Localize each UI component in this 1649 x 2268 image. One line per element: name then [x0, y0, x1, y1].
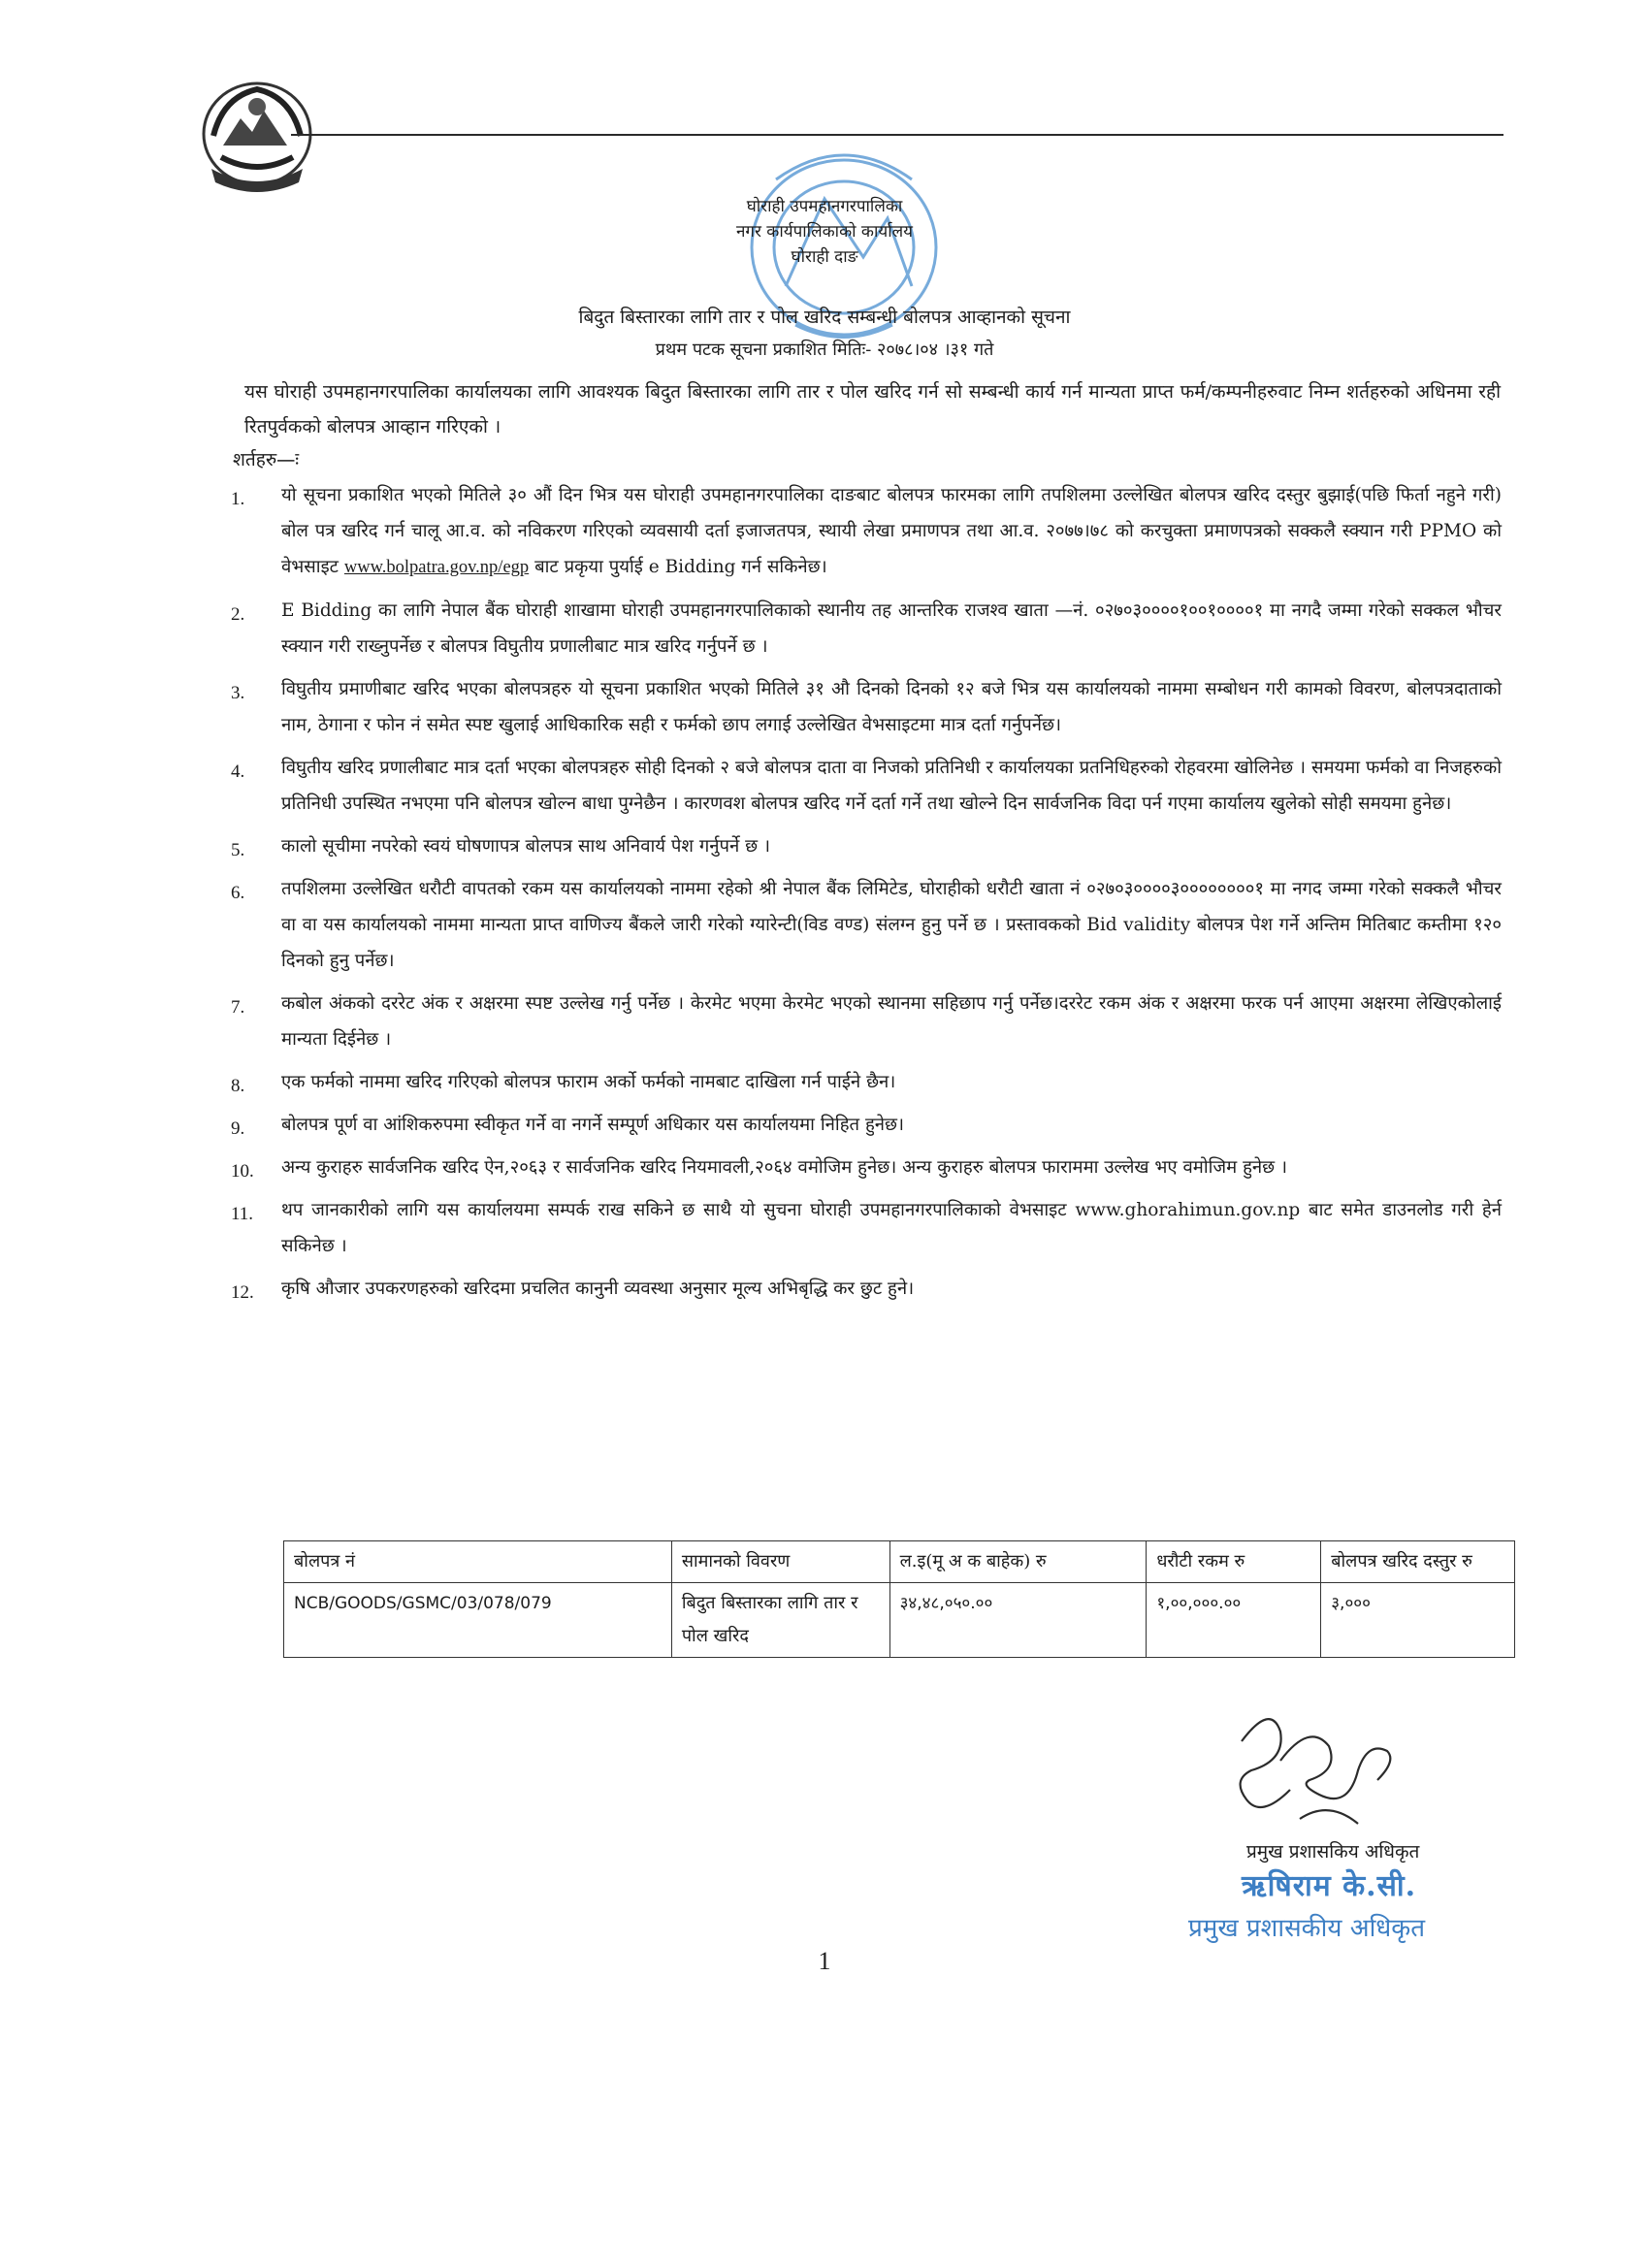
page-number: 1 — [818, 1947, 831, 1975]
table-header-row — [284, 1541, 1515, 1583]
office-location: घोराही दाङ — [791, 247, 858, 267]
column-header: धरौटी रकम रु — [1147, 1541, 1321, 1583]
condition-text: एक फर्मको नाममा खरिद गरिएको बोलपत्र फाराम अर्को फर्मको नामबाट दाखिला गर्न पाईने छैन। — [281, 1072, 896, 1092]
conditions-list — [231, 477, 1502, 1313]
condition-number: 1. — [231, 489, 245, 509]
condition-text: E Bidding का लागि नेपाल बैंक घोराही शाखामा घोराही उपमहानगरपालिकाको स्थानीय तह आन्तरिक राजश्व खाता —नं. ०२७०३००००१००१००००१ मा नगदै जम्मा गरेको सक्कल भौचर स्क्यान गरी राख्नुपर्नेछ र बोलपत्र विघुतीय प्रणालीबाट मात्र खरिद गर्नुपर्ने छ । — [281, 600, 1502, 657]
condition-text: यो सूचना प्रकाशित भएको मितिले ३० औं दिन भित्र यस घोराही उपमहानगरपालिका दाङबाट बोलपत्र फारमका लागि तपशिलमा उल्लेखित बोलपत्र खरिद दस्तुर बुझाई(पछि फिर्ता नहुने गरी) बोल पत्र खरिद गर्न चालू आ.व. को नविकरण गरिएको व्यवसायी दर्ता इजाजतपत्र, स्थायी लेखा प्रमाणपत्र तथा आ.व. २०७७।७८ को करचुक्ता प्रमाणपत्रको सक्कलै स्क्यान गरी PPMO को वेभसाइट — [281, 485, 1502, 577]
condition-text-tail: बाट प्रकृया पुर्याई e Bidding गर्न सकिनेछ। — [534, 557, 827, 577]
column-header: बोलपत्र नं — [284, 1541, 672, 1583]
office-subname: नगर कार्यपालिकाको कार्यालय — [735, 222, 914, 242]
item-description-cell: बिदुत बिस्तारका लागि तार र पोल खरिद — [671, 1583, 889, 1658]
condition-item — [231, 1192, 1502, 1264]
condition-item — [231, 1271, 1502, 1307]
condition-text: कृषि औजार उपकरणहरुको खरिदमा प्रचलित कानुनी व्यवस्था अनुसार मूल्य अभिबृद्धि कर छुट हुने। — [281, 1279, 915, 1299]
column-header: ल.इ(मू अ क बाहेक) रु — [889, 1541, 1147, 1583]
office-name: घोराही उपमहानगरपालिका — [746, 197, 903, 216]
condition-text: कालो सूचीमा नपरेको स्वयं घोषणापत्र बोलपत्र साथ अनिवार्य पेश गर्नुपर्ने छ । — [281, 836, 771, 857]
condition-item — [231, 477, 1502, 586]
condition-item — [231, 671, 1502, 743]
signatory-name-stamp: ऋषिराम के.सी. — [1242, 1869, 1417, 1903]
signatory-designation-stamp: प्रमुख प्रशासकीय अधिकृत — [1188, 1914, 1426, 1943]
bid-details-table — [283, 1540, 1515, 1658]
condition-number: 8. — [231, 1076, 245, 1096]
condition-text: अन्य कुराहरु सार्वजनिक खरिद ऐन,२०६३ र सार्वजनिक खरिद नियमावली,२०६४ वमोजिम हुनेछ। अन्य कुराहरु बोलपत्र फाराममा उल्लेख भए वमोजिम हुनेछ । — [281, 1157, 1288, 1178]
table-row — [284, 1583, 1515, 1658]
condition-item — [231, 986, 1502, 1057]
condition-text: कबोल अंकको दररेट अंक र अक्षरमा स्पष्ट उल्लेख गर्नु पर्नेछ । केरमेट भएमा केरमेट भएको स्थानमा सहिछाप गर्नु पर्नेछ।दररेट रकम अंक र अक्षरमा फरक पर्न आएमा अक्षरमा लेखिएकोलाई मान्यता दिईनेछ । — [281, 993, 1502, 1050]
column-header: सामानको विवरण — [671, 1541, 889, 1583]
condition-number: 4. — [231, 761, 245, 782]
bid-number-cell: NCB/GOODS/GSMC/03/078/079 — [284, 1583, 672, 1658]
condition-item — [231, 1064, 1502, 1100]
condition-number: 6. — [231, 883, 245, 903]
publication-date: प्रथम पटक सूचना प्रकाशित मितिः- २०७८।०४ ।३१ गते — [655, 340, 994, 360]
bid-fee-cell: ३,००० — [1321, 1583, 1515, 1658]
estimated-cost-cell: ३४,४८,०५०.०० — [889, 1583, 1147, 1658]
condition-number: 2. — [231, 604, 245, 625]
condition-number: 10. — [231, 1161, 254, 1182]
condition-number: 9. — [231, 1118, 245, 1139]
condition-item — [231, 593, 1502, 664]
condition-text: तपशिलमा उल्लेखित धरौटी वापतको रकम यस कार्यालयको नाममा रहेको श्री नेपाल बैंक लिमिटेड, घोराहीको धरौटी खाता नं ०२७०३००००३००००००००१ मा नगद जम्मा गरेको सक्कलै भौचर वा वा यस कार्यालयको नाममा मान्यता प्राप्त वाणिज्य बैंकले जारी गरेको ग्यारेन्टी(विड वण्ड) संलग्न हुनु पर्ने छ । प्रस्तावकको Bid validity बोलपत्र पेश गर्ने अन्तिम मितिबाट कम्तीमा १२० दिनको हुनु पर्नेछ। — [281, 879, 1502, 971]
condition-number: 7. — [231, 997, 245, 1018]
condition-item — [231, 750, 1502, 822]
condition-text: बोलपत्र पूर्ण वा आंशिकरुपमा स्वीकृत गर्ने वा नगर्ने सम्पूर्ण अधिकार यस कार्यालयमा निहित हुनेछ। — [281, 1115, 905, 1135]
condition-number: 5. — [231, 840, 245, 860]
condition-item — [231, 828, 1502, 864]
header-rule — [291, 134, 1504, 136]
condition-number: 12. — [231, 1282, 254, 1303]
column-header: बोलपत्र खरिद दस्तुर रु — [1321, 1541, 1515, 1583]
condition-text: विघुतीय प्रमाणीबाट खरिद भएका बोलपत्रहरु यो सूचना प्रकाशित भएको मितिले ३१ औ दिनको दिनको १२ बजे भित्र यस कार्यालयको नाममा सम्बोधन गरी कामको विवरण, बोलपत्रदाताको नाम, ठेगाना र फोन नं समेत स्पष्ट खुलाई आधिकारिक सही र फर्मको छाप लगाई उल्लेखित वेभसाइटमा मात्र दर्ता गर्नुपर्नेछ। — [281, 679, 1502, 735]
bolpatra-link[interactable]: www.bolpatra.gov.np/egp — [343, 558, 530, 577]
condition-item — [231, 1150, 1502, 1185]
condition-text: विघुतीय खरिद प्रणालीबाट मात्र दर्ता भएका बोलपत्रहरु सोही दिनको २ बजे बोलपत्र दाता वा निजको प्रतिनिधी र कार्यालयका प्रतनिधिहरुको रोहवरमा खोलिनेछ । समयमा फर्मको वा निजहरुको प्रतिनिधी उपस्थित नभएमा पनि बोलपत्र खोल्न बाधा पुग्नेछैन । कारणवश बोलपत्र खरिद गर्ने दर्ता गर्ने तथा खोल्ने दिन सार्वजनिक विदा पर्न गएमा कार्यालय खुलेको सोही समयमा हुनेछ। — [281, 758, 1502, 814]
condition-text: थप जानकारीको लागि यस कार्यालयमा सम्पर्क राख सकिने छ साथै यो सुचना घोराही उपमहानगरपालिकाको वेभसाइट www.ghorahimun.gov.np बाट समेत डाउनलोड गरी हेर्न सकिनेछ । — [281, 1200, 1502, 1256]
intro-paragraph: यस घोराही उपमहानगरपालिका कार्यालयका लागि आवश्यक बिदुत बिस्तारका लागि तार र पोल खरिद गर्न सो सम्बन्धी कार्य गर्न मान्यता प्राप्त फर्म/कम्पनीहरुवाट निम्न शर्तहरुको अधिनमा रही रितपुर्वकको बोलपत्र आव्हान गरिएको । — [244, 381, 1501, 437]
conditions-heading: शर्तहरु—ः — [233, 449, 300, 470]
deposit-amount-cell: १,००,०००.०० — [1147, 1583, 1321, 1658]
condition-number: 3. — [231, 683, 245, 703]
condition-number: 11. — [231, 1204, 254, 1224]
condition-item — [231, 871, 1502, 979]
condition-item — [231, 1107, 1502, 1143]
handwritten-signature — [1212, 1702, 1406, 1848]
notice-title: बिदुत बिस्तारका लागि तार र पोल खरिद सम्बन्धी बोलपत्र आव्हानको सूचना — [578, 307, 1071, 328]
signatory-title: प्रमुख प्रशासकिय अधिकृत — [1246, 1841, 1420, 1863]
